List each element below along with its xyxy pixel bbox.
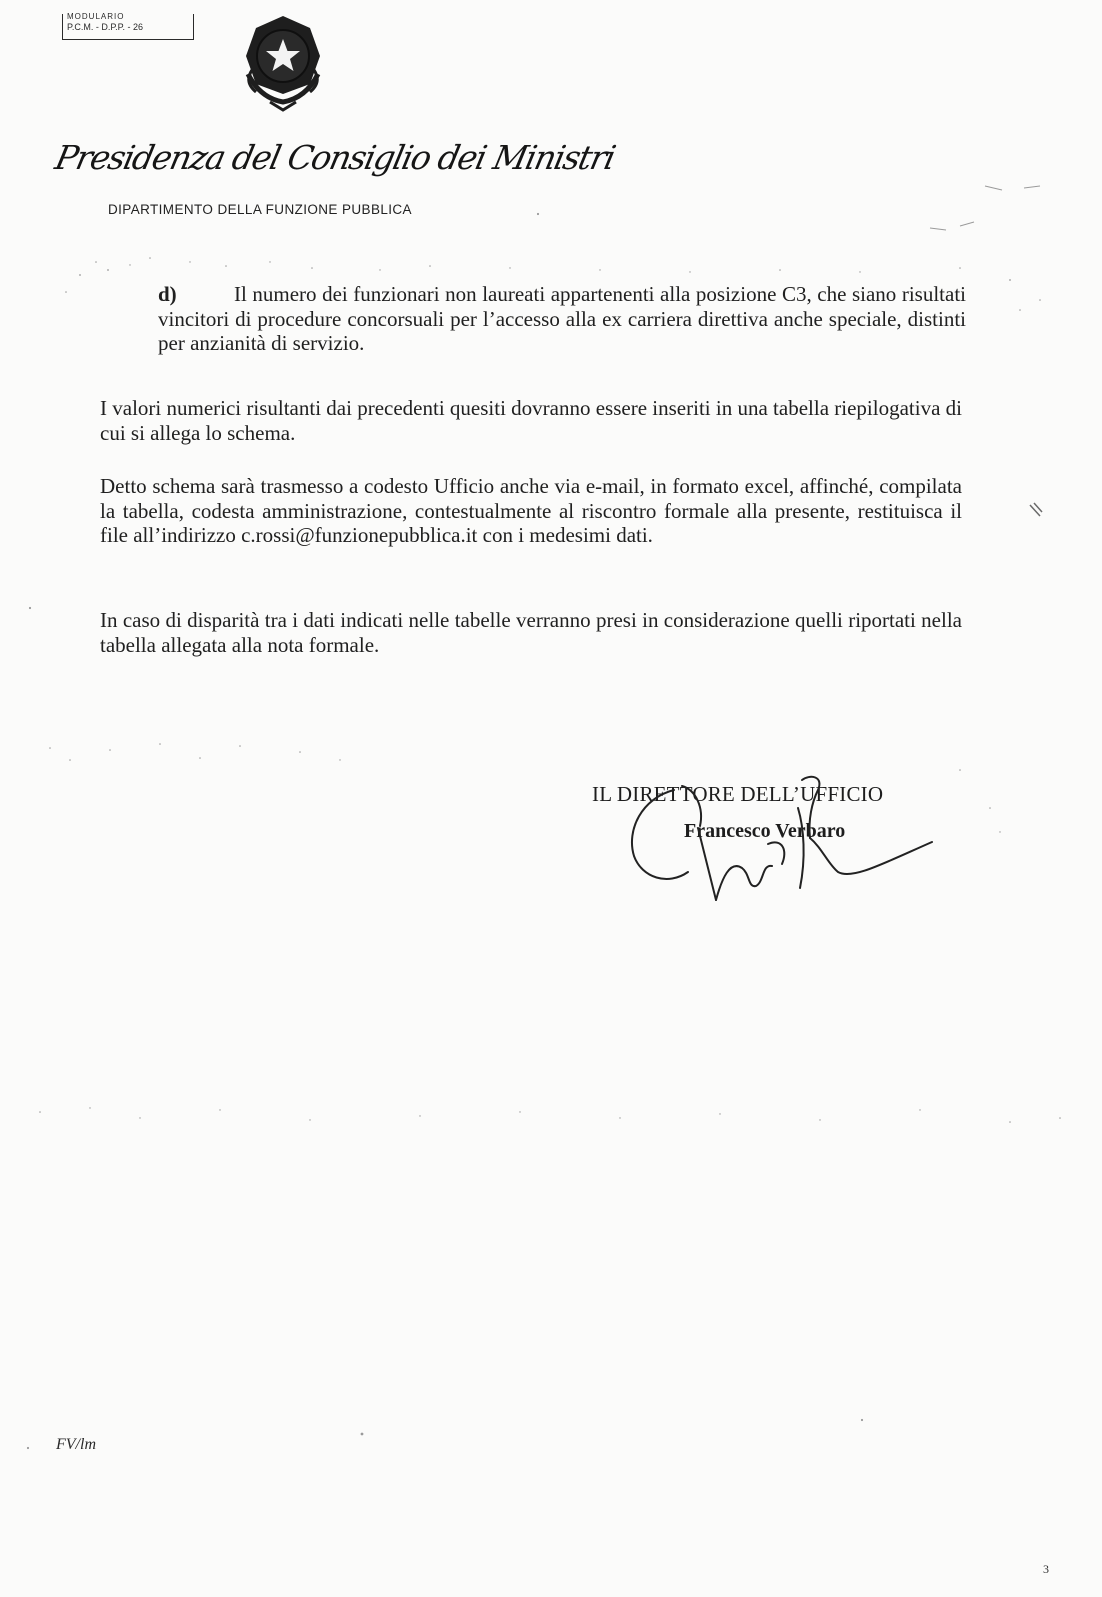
- typist-initials: FV/lm: [56, 1436, 96, 1453]
- paragraph-values: I valori numerici risultanti dai precedenti quesiti dovranno essere inseriti in una tabella riepilogativa di cui si allega lo schema.: [100, 396, 962, 445]
- form-code-text: P.C.M. - D.P.P. - 26: [67, 22, 144, 32]
- paragraph-email: Detto schema sarà trasmesso a codesto Ufficio anche via e-mail, in formato excel, affinché, compilata la tabella, codesta amministrazione, contestualmente al riscontro formale alla presente, restituisca il file all’indirizzo c.rossi@funzionepubblica.it con i medesimi dati.: [100, 474, 962, 547]
- form-code-top: MODULARIO: [67, 12, 125, 21]
- institution-name: Presidenza del Consiglio dei Ministri: [51, 138, 618, 177]
- list-item-text: Il numero dei funzionari non laureati appartenenti alla posizione C3, che siano risultati vincitori di procedure concorsuali per l’accesso alla ex carriera direttiva anche speciale, distinti per anzianità di servizio.: [158, 282, 966, 355]
- list-item-d: [158, 282, 966, 356]
- signatory-title: IL DIRETTORE DELL’UFFICIO: [592, 782, 884, 806]
- paragraph-disparity: In caso di disparità tra i dati indicati nelle tabelle verranno presi in considerazione quelli riportati nella tabella allegata alla nota formale.: [100, 608, 962, 657]
- list-marker: d): [158, 282, 177, 306]
- form-code-stamp: [62, 14, 194, 40]
- institution-title: [51, 108, 618, 180]
- page-number: 3: [1043, 1562, 1049, 1576]
- signatory-name: Francesco Verbaro: [684, 820, 846, 842]
- department-name: DIPARTIMENTO DELLA FUNZIONE PUBBLICA: [108, 202, 412, 217]
- handwritten-signature: [612, 768, 942, 908]
- italian-emblem-icon: [238, 12, 328, 112]
